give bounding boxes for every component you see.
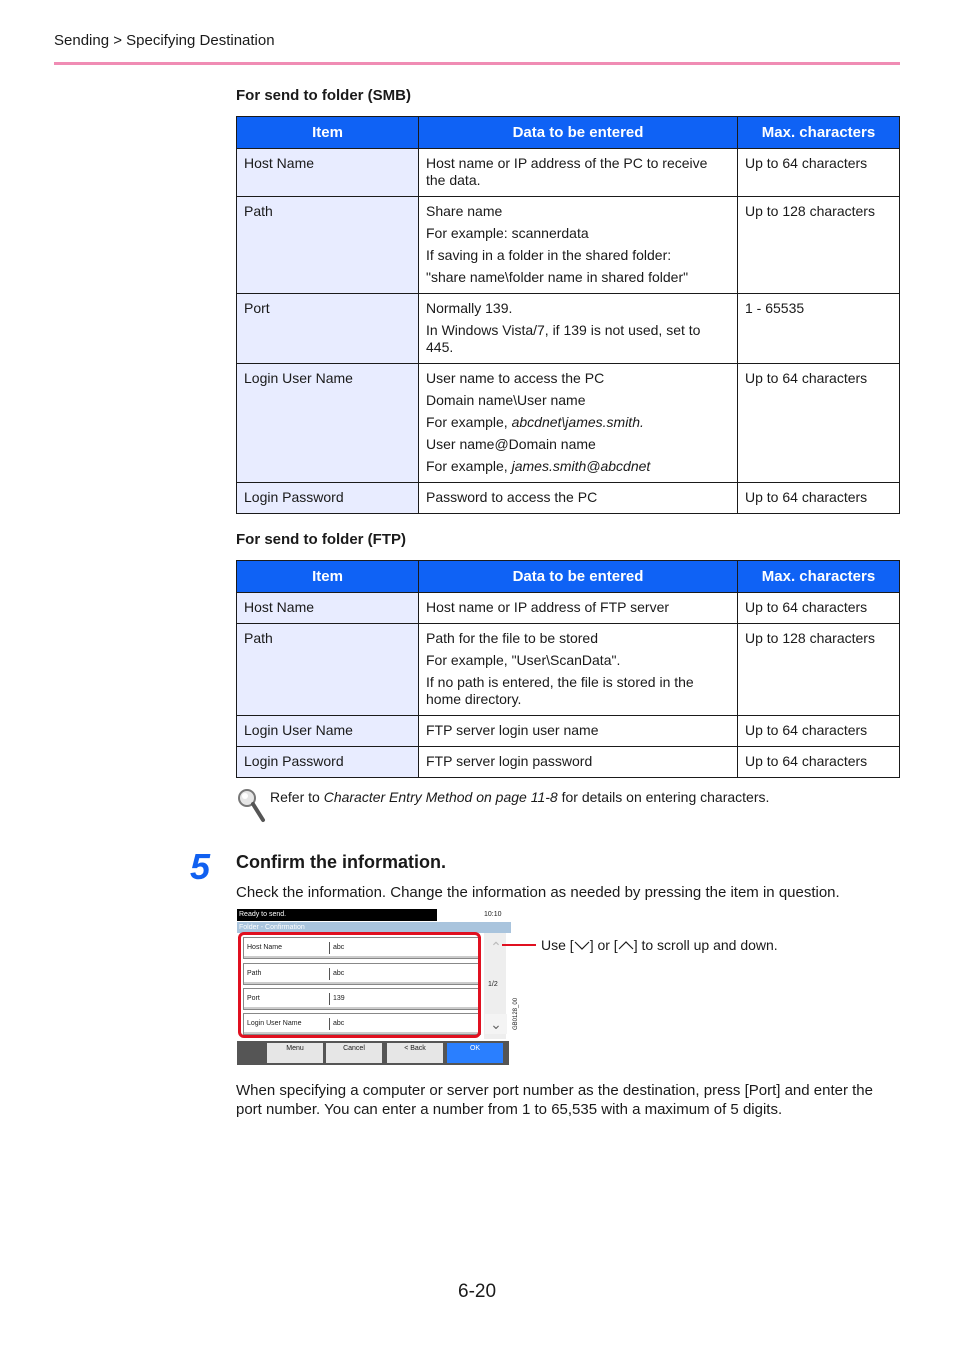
- note-prefix: Refer to: [270, 789, 324, 805]
- item-cell: Login Password: [237, 483, 419, 514]
- field-value: 139: [333, 995, 345, 1002]
- page-number: 6-20: [458, 1281, 497, 1302]
- field-label: Path: [247, 970, 262, 977]
- item-cell: Host Name: [237, 593, 419, 624]
- max-cell: Up to 64 characters: [738, 716, 900, 747]
- data-line: FTP server login password: [426, 753, 593, 769]
- data-line: Password to access the PC: [426, 489, 598, 505]
- field-label: Login User Name: [247, 1020, 302, 1027]
- data-cell: [419, 197, 738, 294]
- data-line: For example, james.smith@abcdnet: [426, 458, 651, 474]
- data-line: Path for the file to be stored: [426, 630, 598, 646]
- callout-middle: ] or [: [589, 937, 618, 953]
- column-header: Item: [237, 117, 419, 149]
- field-value: abc: [333, 944, 345, 951]
- port-paragraph: When specifying a computer or server port number as the destination, press [Port] and enter the port number. You can enter a number from 1 to 65,535 with a maximum of 5 digits.: [236, 1082, 873, 1118]
- table-row: [237, 483, 900, 514]
- max-cell: Up to 64 characters: [738, 747, 900, 778]
- data-line: User name to access the PC: [426, 370, 605, 386]
- data-line: Host name or IP address of FTP server: [426, 599, 670, 615]
- data-line: If saving in a folder in the shared folder:: [426, 247, 672, 263]
- item-cell: Login User Name: [237, 364, 419, 483]
- page-indicator: 1/2: [488, 981, 498, 988]
- table-row: [237, 149, 900, 197]
- data-cell: [419, 747, 738, 778]
- scroll-up-icon[interactable]: ⌃: [490, 939, 502, 955]
- data-cell: [419, 294, 738, 364]
- column-header: Data to be entered: [419, 561, 738, 593]
- step-body: Check the information. Change the information as needed by pressing the item in question.: [236, 884, 840, 901]
- status-bar: Ready to send.: [237, 909, 437, 921]
- item-cell: Path: [237, 197, 419, 294]
- data-line: In Windows Vista/7, if 139 is not used, set to 445.: [426, 322, 701, 355]
- screen-header: Folder - Confirmation: [237, 922, 511, 933]
- figure-code: GB0128_00: [513, 997, 519, 1030]
- data-line: FTP server login user name: [426, 722, 599, 738]
- cancel-button[interactable]: Cancel: [326, 1043, 382, 1063]
- menu-button[interactable]: Menu: [267, 1043, 323, 1063]
- max-cell: Up to 64 characters: [738, 364, 900, 483]
- down-arrow-icon: [574, 937, 590, 953]
- column-header: Max. characters: [738, 561, 900, 593]
- breadcrumb: Sending > Specifying Destination: [54, 32, 275, 49]
- field-value: abc: [333, 970, 345, 977]
- bottom-bar: [237, 1041, 509, 1065]
- max-cell: Up to 128 characters: [738, 624, 900, 716]
- up-arrow-icon: [618, 937, 634, 953]
- table-header-row: [237, 117, 900, 149]
- scroll-down-icon[interactable]: ⌄: [485, 1014, 507, 1034]
- ok-button[interactable]: OK: [447, 1043, 503, 1063]
- callout-suffix: ] to scroll up and down.: [633, 937, 778, 953]
- table-row: [237, 747, 900, 778]
- step-number: 5: [190, 846, 211, 887]
- smb-table: [236, 116, 900, 514]
- max-cell: Up to 64 characters: [738, 483, 900, 514]
- table-header-row: [237, 561, 900, 593]
- data-line: Share name: [426, 203, 503, 219]
- step-title: Confirm the information.: [236, 852, 446, 872]
- field-label: Host Name: [247, 944, 283, 951]
- smb-section-title: For send to folder (SMB): [236, 87, 411, 104]
- callout-line: [502, 944, 536, 946]
- field-label: Port: [247, 995, 260, 1002]
- field-value: abc: [333, 1020, 345, 1027]
- max-cell: Up to 64 characters: [738, 593, 900, 624]
- ftp-section-title: For send to folder (FTP): [236, 531, 406, 548]
- column-header: Data to be entered: [419, 117, 738, 149]
- item-cell: Host Name: [237, 149, 419, 197]
- item-cell: Login Password: [237, 747, 419, 778]
- highlight-frame: [238, 932, 481, 1038]
- data-line: Domain name\User name: [426, 392, 586, 408]
- back-button[interactable]: < Back: [387, 1043, 443, 1063]
- data-cell: [419, 624, 738, 716]
- data-line: For example, abcdnet\james.smith.: [426, 414, 644, 430]
- data-line: "share name\folder name in shared folder": [426, 269, 689, 285]
- data-line: For example, "User\ScanData".: [426, 652, 621, 668]
- data-line: If no path is entered, the file is stored in the home directory.: [426, 674, 694, 707]
- item-cell: Port: [237, 294, 419, 364]
- table-row: [237, 593, 900, 624]
- magnifier-icon: [236, 786, 266, 827]
- item-cell: Login User Name: [237, 716, 419, 747]
- table-row: [237, 364, 900, 483]
- data-cell: [419, 364, 738, 483]
- ftp-table: [236, 560, 900, 778]
- data-cell: [419, 716, 738, 747]
- max-cell: Up to 128 characters: [738, 197, 900, 294]
- column-header: Item: [237, 561, 419, 593]
- max-cell: 1 - 65535: [738, 294, 900, 364]
- header-rule: [54, 62, 900, 65]
- data-line: For example: scannerdata: [426, 225, 589, 241]
- data-cell: [419, 149, 738, 197]
- table-row: [237, 197, 900, 294]
- callout-text: [541, 937, 778, 953]
- note-reference: Character Entry Method on page 11-8: [323, 789, 558, 805]
- note-text: [270, 789, 769, 805]
- table-row: [237, 716, 900, 747]
- clock: 10:10: [484, 911, 502, 918]
- data-line: User name@Domain name: [426, 436, 596, 452]
- column-header: Max. characters: [738, 117, 900, 149]
- panel-screenshot: [237, 909, 509, 1065]
- item-cell: Path: [237, 624, 419, 716]
- data-cell: [419, 593, 738, 624]
- data-line: Normally 139.: [426, 300, 513, 316]
- callout-prefix: Use [: [541, 937, 574, 953]
- max-cell: Up to 64 characters: [738, 149, 900, 197]
- table-row: [237, 624, 900, 716]
- table-row: [237, 294, 900, 364]
- data-cell: [419, 483, 738, 514]
- data-line: Host name or IP address of the PC to receive the data.: [426, 155, 708, 188]
- note-suffix: for details on entering characters.: [557, 789, 770, 805]
